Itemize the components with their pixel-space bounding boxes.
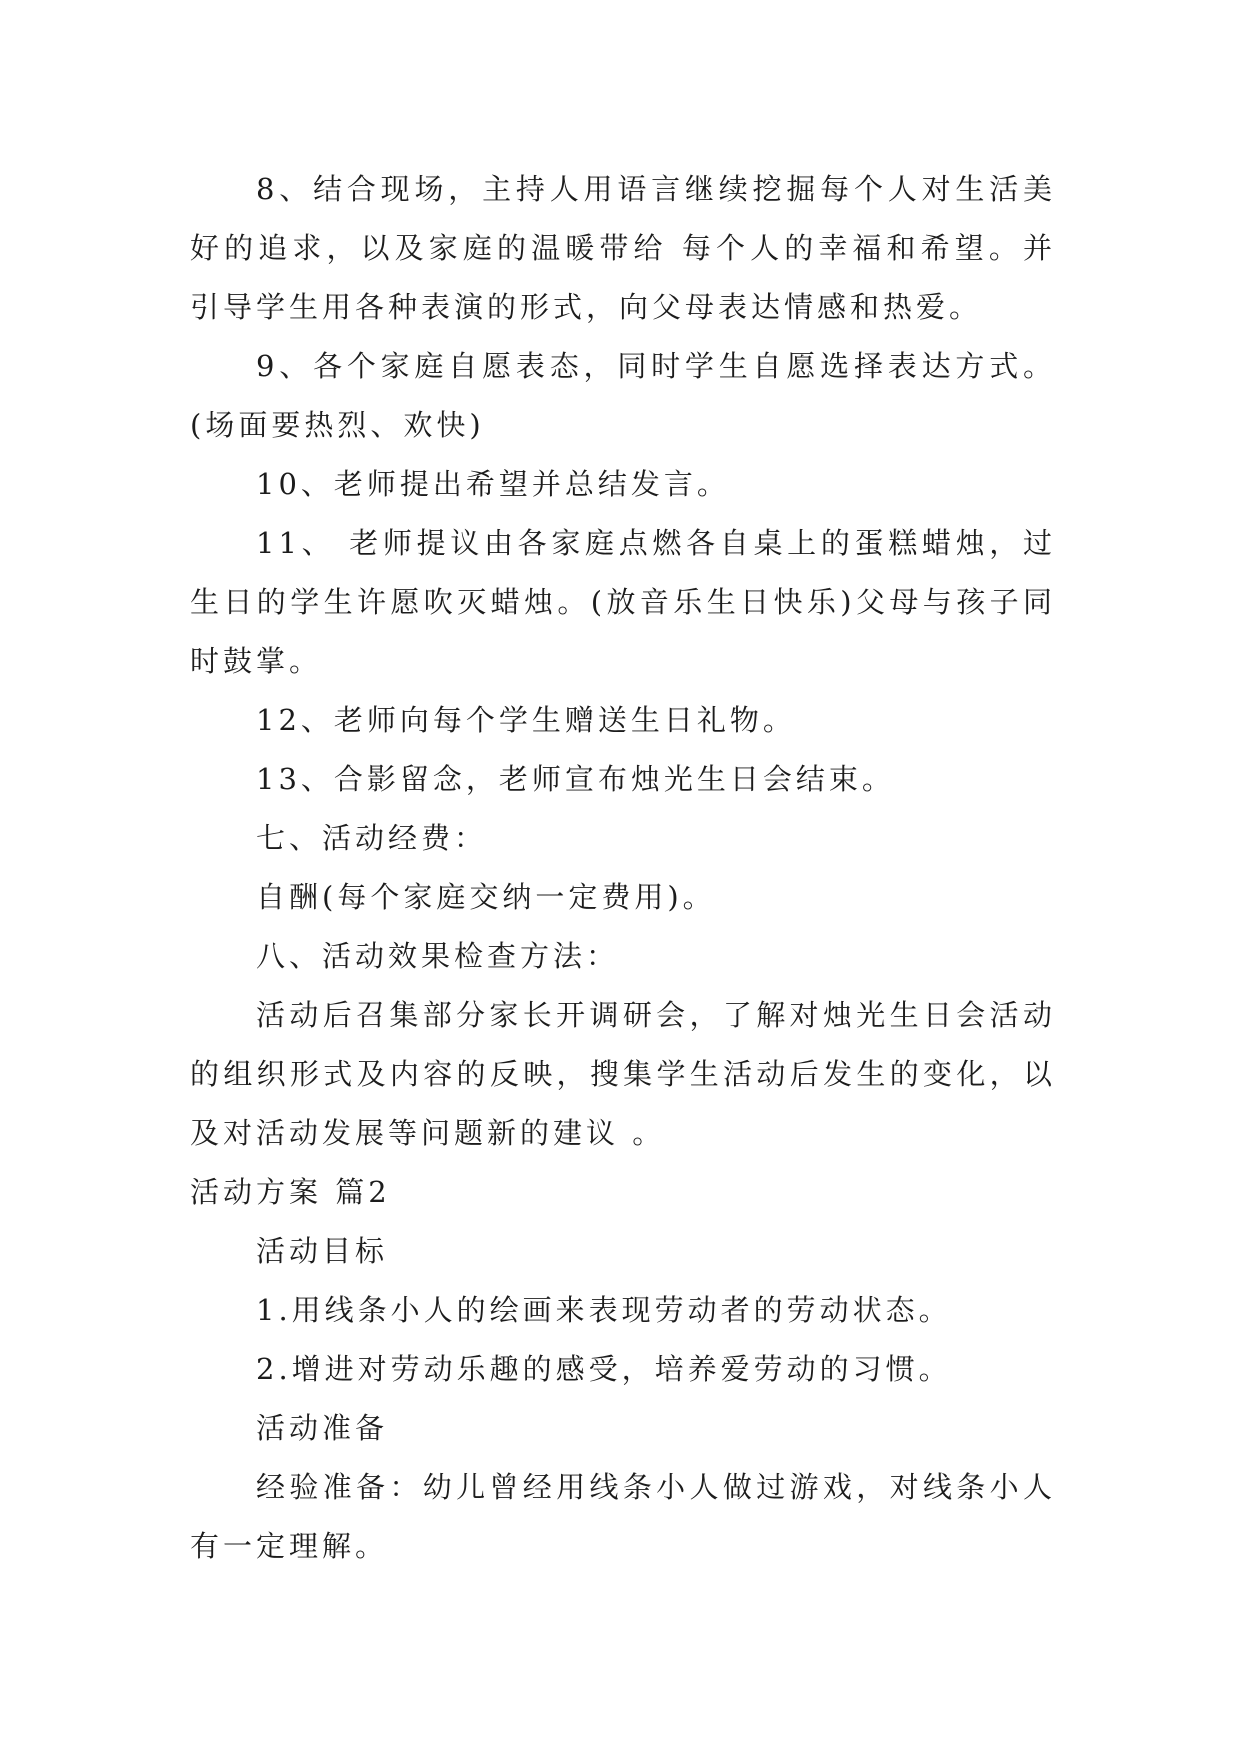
paragraph-step-11: 11、 老师提议由各家庭点燃各自桌上的蛋糕蜡烛，过生日的学生许愿吹灭蜡烛。(放音乐生日快乐)父母与孩子同时鼓掌。	[190, 526, 1056, 678]
paragraph-step-10: 10、老师提出希望并总结发言。	[256, 467, 730, 501]
paragraph-goal-2: 2.增进对劳动乐趣的感受，培养爱劳动的习惯。	[256, 1352, 952, 1386]
document-body	[190, 160, 1056, 1576]
paragraph-step-12: 12、老师向每个学生赠送生日礼物。	[256, 703, 796, 737]
section-heading-evaluation: 八、活动效果检查方法：	[256, 939, 620, 973]
paragraph-goal-1: 1.用线条小人的绘画来表现劳动者的劳动状态。	[256, 1293, 952, 1327]
section-heading-budget: 七、活动经费：	[256, 821, 488, 855]
section-heading-goals: 活动目标	[256, 1234, 389, 1268]
paragraph-budget: 自酬(每个家庭交纳一定费用)。	[256, 880, 716, 914]
paragraph-step-13: 13、合影留念，老师宣布烛光生日会结束。	[256, 762, 895, 796]
paragraph-preparation: 经验准备：幼儿曾经用线条小人做过游戏，对线条小人有一定理解。	[190, 1470, 1056, 1563]
section-heading-preparation: 活动准备	[256, 1411, 389, 1445]
plan-title: 活动方案 篇2	[190, 1175, 391, 1209]
paragraph-step-8: 8、结合现场，主持人用语言继续挖掘每个人对生活美好的追求，以及家庭的温暖带给 每个人的幸福和希望。并引导学生用各种表演的形式，向父母表达情感和热爱。	[190, 172, 1056, 324]
paragraph-evaluation: 活动后召集部分家长开调研会，了解对烛光生日会活动的组织形式及内容的反映，搜集学生活动后发生的变化，以及对活动发展等问题新的建议 。	[190, 998, 1056, 1150]
paragraph-step-9: 9、各个家庭自愿表态，同时学生自愿选择表达方式。(场面要热烈、欢快)	[190, 349, 1056, 442]
